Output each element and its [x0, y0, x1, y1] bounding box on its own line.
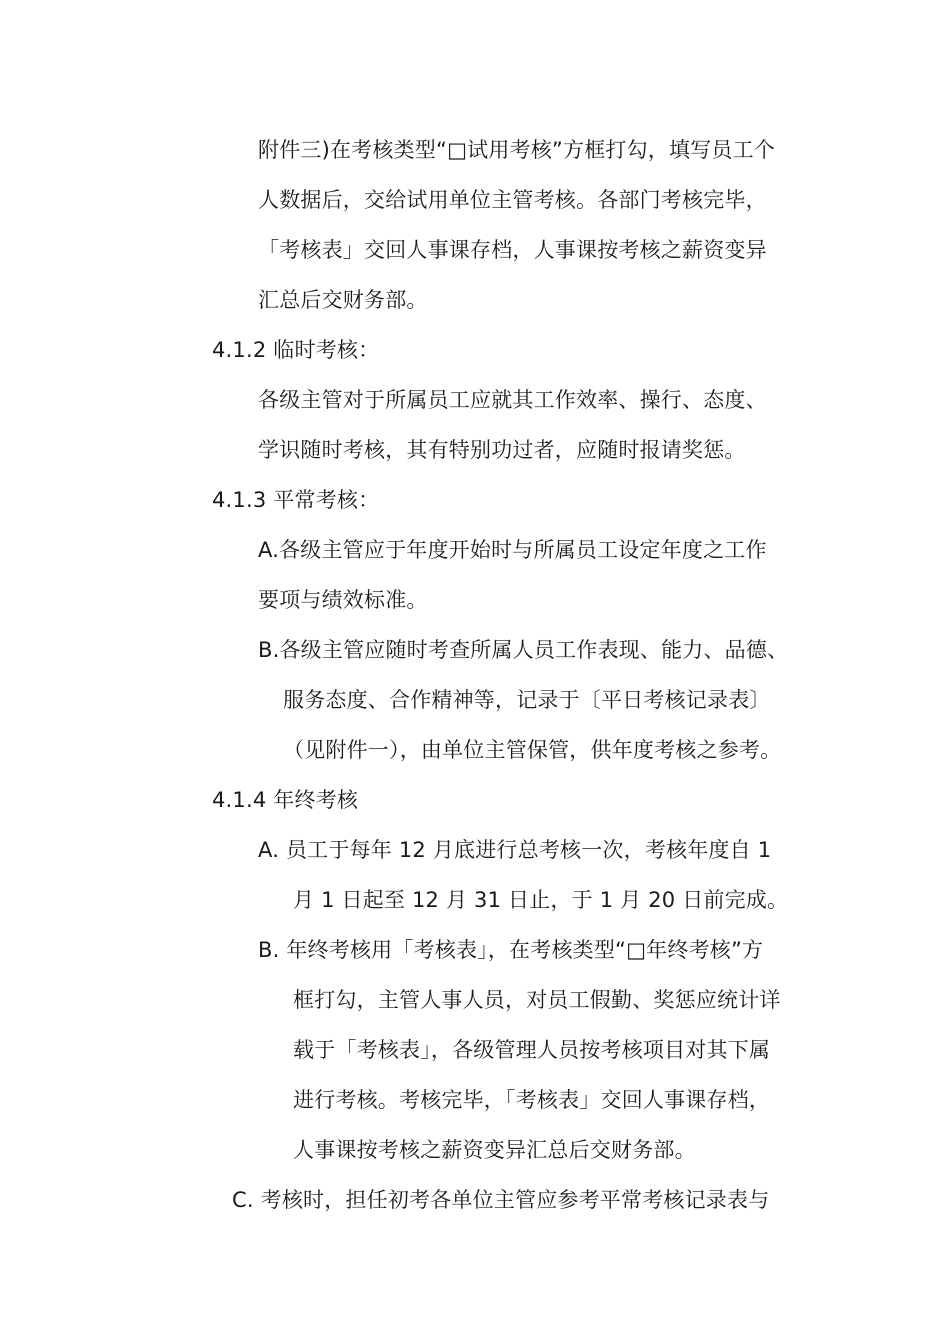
section-heading: 4.1.4 年终考核 [212, 788, 359, 812]
text-line: 汇总后交财务部。 [258, 288, 428, 312]
section-heading: 4.1.3 平常考核： [212, 488, 380, 512]
text-line: 载于「考核表」，各级管理人员按考核项目对其下属 [293, 1038, 771, 1062]
text-line: 人数据后，交给试用单位主管考核。各部门考核完毕， [258, 188, 767, 212]
list-item: A.各级主管应于年度开始时与所属员工设定年度之工作 [258, 538, 767, 562]
text-line: 月 1 日起至 12 月 31 日止，于 1 月 20 日前完成。 [293, 888, 789, 912]
text-line: 进行考核。考核完毕，「考核表」交回人事课存档， [293, 1088, 771, 1112]
text-line: 附件三)在考核类型“□试用考核”方框打勾，填写员工个 [258, 138, 775, 162]
text-line: 框打勾，主管人事人员，对员工假勤、奖惩应统计详 [293, 988, 781, 1012]
list-item: B. 年终考核用「考核表」，在考核类型“□年终考核”方 [258, 938, 764, 962]
section-heading: 4.1.2 临时考核： [212, 338, 380, 362]
text-line: 人事课按考核之薪资变异汇总后交财务部。 [293, 1138, 696, 1162]
text-line: （见附件一），由单位主管保管，供年度考核之参考。 [283, 738, 782, 762]
list-item: A. 员工于每年 12 月底进行总考核一次，考核年度自 1 [258, 838, 772, 862]
text-line: 各级主管对于所属员工应就其工作效率、操行、态度、 [258, 388, 767, 412]
text-line: 服务态度、合作精神等，记录于〔平日考核记录表〕 [283, 688, 771, 712]
list-item: C. 考核时，担任初考各单位主管应参考平常考核记录表与 [232, 1188, 770, 1212]
text-line: 学识随时考核，其有特别功过者，应随时报请奖惩。 [258, 438, 746, 462]
list-item: B.各级主管应随时考查所属人员工作表现、能力、品德、 [258, 638, 789, 662]
text-line: 要项与绩效标准。 [258, 588, 428, 612]
text-line: 「考核表」交回人事课存档，人事课按考核之薪资变异 [258, 238, 767, 262]
